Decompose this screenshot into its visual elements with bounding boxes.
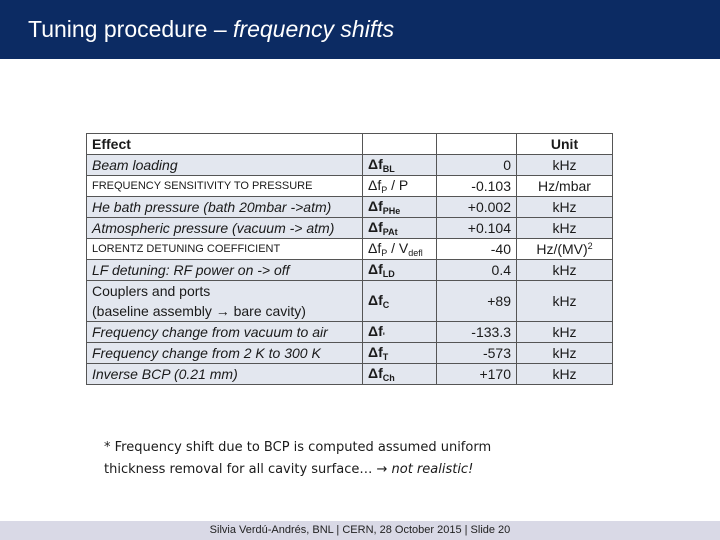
table-row bbox=[87, 322, 613, 343]
unit-cell: kHz bbox=[517, 364, 613, 385]
symbol-cell: $\Delta f_{LD}$ bbox=[363, 260, 437, 281]
footer-bar bbox=[0, 521, 720, 540]
table-row bbox=[87, 343, 613, 364]
unit-cell: kHz bbox=[517, 197, 613, 218]
symbol-cell: $\Delta f_{Ch}$ bbox=[363, 364, 437, 385]
effect-cell: Beam loading bbox=[87, 155, 363, 176]
table-row bbox=[87, 281, 613, 322]
unit-cell: kHz bbox=[517, 343, 613, 364]
unit-cell: Hz/mbar bbox=[517, 176, 613, 197]
effect-cell: Inverse BCP (0.21 mm) bbox=[87, 364, 363, 385]
value-cell: -0.103 bbox=[437, 176, 517, 197]
value-cell: -40 bbox=[437, 239, 517, 260]
value-cell: +0.002 bbox=[437, 197, 517, 218]
symbol-header bbox=[363, 134, 437, 155]
value-cell: -573 bbox=[437, 343, 517, 364]
symbol-cell: $\Delta f_P$ / P bbox=[363, 176, 437, 197]
value-cell: +89 bbox=[437, 281, 517, 322]
table-row bbox=[87, 239, 613, 260]
value-cell: +0.104 bbox=[437, 218, 517, 239]
effect-header: Effect bbox=[87, 134, 363, 155]
symbol-cell: $\Delta f_P / V_{defl}$ bbox=[363, 239, 437, 260]
unit-cell: kHz bbox=[517, 322, 613, 343]
unit-cell: Hz/(MV)$^2$ bbox=[517, 239, 613, 260]
frequency-shift-table bbox=[86, 133, 613, 385]
value-cell: +170 bbox=[437, 364, 517, 385]
effect-cell: FREQUENCY SENSITIVITY TO PRESSURE bbox=[87, 176, 363, 197]
unit-cell: kHz bbox=[517, 281, 613, 322]
effect-cell: LORENTZ DETUNING COEFFICIENT bbox=[87, 239, 363, 260]
effect-cell: LF detuning: RF power on -> off bbox=[87, 260, 363, 281]
footnote-italic: not realistic! bbox=[391, 462, 474, 477]
symbol-cell: $\Delta f_{PAt}$ bbox=[363, 218, 437, 239]
slide-title-main: Tuning procedure – bbox=[28, 16, 234, 42]
slide-title-italic: frequency shifts bbox=[233, 16, 395, 42]
table-row bbox=[87, 197, 613, 218]
symbol-cell: $\Delta f'$ bbox=[363, 322, 437, 343]
unit-cell: kHz bbox=[517, 260, 613, 281]
value-cell: 0 bbox=[437, 155, 517, 176]
table-header-row bbox=[87, 134, 613, 155]
table-row bbox=[87, 364, 613, 385]
unit-header: Unit bbox=[517, 134, 613, 155]
value-cell: 0.4 bbox=[437, 260, 517, 281]
footnote-line-1: * Frequency shift due to BCP is computed assumed uniform bbox=[104, 440, 492, 455]
symbol-cell: $\Delta f_{PHe}$ bbox=[363, 197, 437, 218]
footnote bbox=[104, 437, 491, 481]
effect-cell: Frequency change from 2 K to 300 K bbox=[87, 343, 363, 364]
footer-text: Silvia Verdú-Andrés, BNL | CERN, 28 October 2015 | Slide 20 bbox=[209, 524, 511, 536]
effect-cell: Atmospheric pressure (vacuum -> atm) bbox=[87, 218, 363, 239]
symbol-cell: $\Delta f_C$ bbox=[363, 281, 437, 322]
effect-cell: Frequency change from vacuum to air bbox=[87, 322, 363, 343]
unit-cell: kHz bbox=[517, 155, 613, 176]
footnote-plain: thickness removal for all cavity surface… → bbox=[104, 462, 392, 477]
value-header bbox=[437, 134, 517, 155]
slide-title bbox=[28, 16, 394, 43]
footnote-line-2 bbox=[104, 459, 491, 481]
symbol-cell: $\Delta f_{BL}$ bbox=[363, 155, 437, 176]
table-row bbox=[87, 176, 613, 197]
effect-cell: He bath pressure (bath 20mbar ->atm) bbox=[87, 197, 363, 218]
unit-cell: kHz bbox=[517, 218, 613, 239]
table-row bbox=[87, 218, 613, 239]
table-row bbox=[87, 155, 613, 176]
value-cell: -133.3 bbox=[437, 322, 517, 343]
symbol-cell: $\Delta f_T$ bbox=[363, 343, 437, 364]
effect-cell: Couplers and ports (baseline assembly → bare cavity) bbox=[87, 281, 363, 322]
table-row bbox=[87, 260, 613, 281]
title-bar bbox=[0, 0, 720, 59]
